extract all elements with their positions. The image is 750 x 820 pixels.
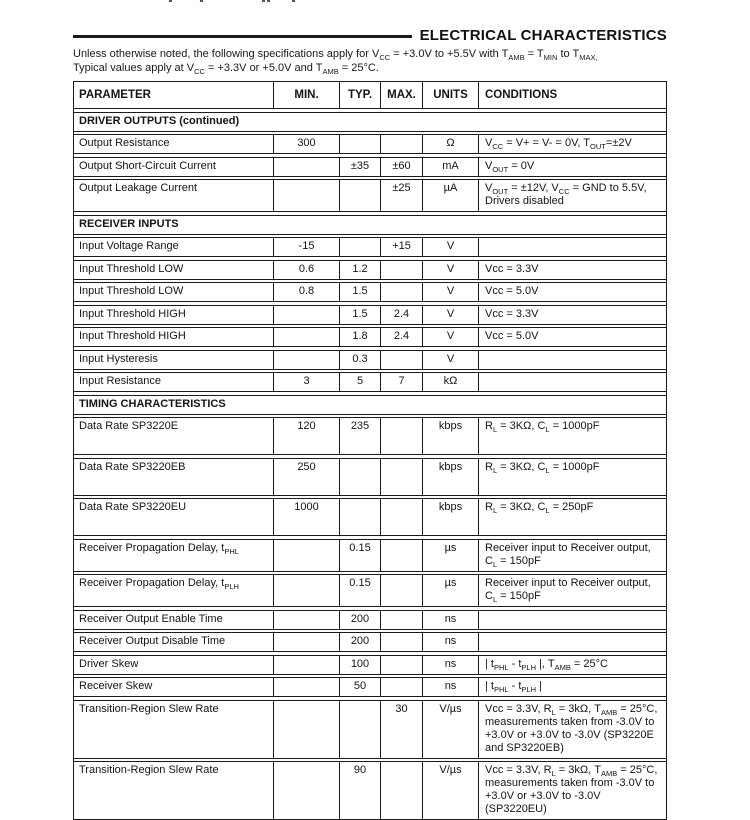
- max-cell: [381, 678, 423, 696]
- section-header-row: [74, 215, 666, 235]
- max-cell: 2.4: [381, 328, 423, 346]
- min-cell: [274, 701, 340, 758]
- table-row: [74, 282, 666, 302]
- conditions-cell: $V_{CC} = V+ = V- = 0V$, $T_{OUT}=\pm 2V$: [485, 137, 632, 152]
- typ-cell: 200: [340, 611, 381, 629]
- parameter-cell: Input Resistance: [74, 373, 274, 391]
- max-cell: 7: [381, 373, 423, 391]
- column-header-units: UNITS: [423, 82, 479, 108]
- typ-cell: 0.15: [340, 575, 381, 606]
- table-row: [74, 179, 666, 212]
- conditions-cell: $R_L = 3K\Omega$, $C_L = 250pF$: [485, 501, 594, 516]
- parameter-cell: Data Rate SP3220EB: [74, 459, 274, 495]
- table-row: [74, 237, 666, 257]
- parameter-cell: Data Rate SP3220E: [74, 418, 274, 454]
- units-cell: Ω: [423, 135, 479, 153]
- max-cell: [381, 762, 423, 819]
- table-row: [74, 260, 666, 280]
- table-row: [74, 574, 666, 607]
- min-cell: 300: [274, 135, 340, 153]
- typ-cell: 235: [340, 418, 381, 454]
- units-cell: ns: [423, 656, 479, 674]
- max-cell: ±25: [381, 180, 423, 211]
- min-cell: [274, 540, 340, 571]
- section-title: RECEIVER INPUTS: [79, 217, 179, 230]
- typ-cell: 100: [340, 656, 381, 674]
- min-cell: [274, 158, 340, 176]
- spec-table: [73, 81, 667, 820]
- table-row: [74, 134, 666, 154]
- min-cell: [274, 575, 340, 606]
- column-header-conditions: CONDITIONS: [485, 88, 558, 101]
- min-cell: [274, 611, 340, 629]
- max-cell: [381, 575, 423, 606]
- min-cell: 0.6: [274, 261, 340, 279]
- units-cell: µs: [423, 540, 479, 571]
- max-cell: [381, 611, 423, 629]
- conditions-cell: | $t_{PHL} - t_{PLH}$ |: [485, 680, 542, 695]
- clipped-text-fragment: [169, 0, 172, 2]
- parameter-cell: Input Threshold HIGH: [74, 306, 274, 324]
- parameter-cell: Receiver Output Disable Time: [74, 633, 274, 651]
- units-cell: ns: [423, 678, 479, 696]
- conditions-cell: Vcc = 5.0V: [485, 285, 539, 297]
- intro-text: [73, 48, 667, 75]
- units-cell: ns: [423, 611, 479, 629]
- parameter-cell: Transition-Region Slew Rate: [74, 701, 274, 758]
- units-cell: V: [423, 238, 479, 256]
- min-cell: 120: [274, 418, 340, 454]
- typ-cell: 90: [340, 762, 381, 819]
- parameter-cell: Input Threshold HIGH: [74, 328, 274, 346]
- units-cell: V: [423, 351, 479, 369]
- section-title: TIMING CHARACTERISTICS: [79, 397, 226, 410]
- parameter-cell: Data Rate SP3220EU: [74, 499, 274, 535]
- max-cell: [381, 135, 423, 153]
- min-cell: [274, 678, 340, 696]
- min-cell: [274, 328, 340, 346]
- min-cell: [274, 656, 340, 674]
- units-cell: V: [423, 283, 479, 301]
- max-cell: 2.4: [381, 306, 423, 324]
- typ-cell: 0.3: [340, 351, 381, 369]
- parameter-cell: Output Resistance: [74, 135, 274, 153]
- table-row: [74, 700, 666, 759]
- max-cell: [381, 418, 423, 454]
- typ-cell: [340, 238, 381, 256]
- column-header-parameter: PARAMETER: [74, 82, 274, 108]
- parameter-cell: Transition-Region Slew Rate: [74, 762, 274, 819]
- units-cell: µs: [423, 575, 479, 606]
- table-row: [74, 655, 666, 675]
- typ-cell: [340, 499, 381, 535]
- conditions-cell: $V_{OUT} = 0V$: [485, 159, 535, 174]
- conditions-cell: $R_L = 3K\Omega$, $C_L = 1000pF$: [485, 460, 600, 475]
- typ-cell: [340, 459, 381, 495]
- min-cell: [274, 180, 340, 211]
- max-cell: +15: [381, 238, 423, 256]
- units-cell: V: [423, 328, 479, 346]
- units-cell: kbps: [423, 499, 479, 535]
- table-row: [74, 157, 666, 177]
- units-cell: kbps: [423, 418, 479, 454]
- section-title: DRIVER OUTPUTS (continued): [79, 114, 240, 127]
- parameter-cell: Output Leakage Current: [74, 180, 274, 211]
- min-cell: [274, 351, 340, 369]
- parameter-cell: Output Short-Circuit Current: [74, 158, 274, 176]
- intro-line-1: Unless otherwise noted, the following specifications apply for $V_{CC} = +3.0V$ to +5.5V with $T_{AMB} = T_{MIN}$ to $T_{MAX,}$: [73, 48, 598, 63]
- conditions-cell: [479, 611, 666, 629]
- conditions-cell: | $t_{PHL} - t_{PLH}$ |, $T_{AMB} = 25^\circ C$: [485, 657, 608, 672]
- max-cell: [381, 283, 423, 301]
- max-cell: [381, 459, 423, 495]
- min-cell: -15: [274, 238, 340, 256]
- clipped-text-fragment: [200, 0, 203, 2]
- clipped-text-fragment: [262, 0, 265, 2]
- table-row: [74, 539, 666, 572]
- parameter-cell: Input Threshold LOW: [74, 283, 274, 301]
- conditions-cell: Vcc = 5.0V: [485, 330, 539, 342]
- conditions-cell: Receiver input to Receiver output, $C_L = 150pF$: [485, 577, 651, 605]
- conditions-cell: Vcc = 3.3V, $R_L = 3k\Omega$, $T_{AMB} = 25^\circ C$, measurements taken from -3.0V to +3.0V or +3.0V to -3.0V (SP3220EU): [485, 764, 658, 815]
- min-cell: 0.8: [274, 283, 340, 301]
- table-row: [74, 372, 666, 392]
- page-title: ELECTRICAL CHARACTERISTICS: [419, 27, 667, 44]
- parameter-cell: Receiver Skew: [74, 678, 274, 696]
- intro-line-2: Typical values apply at $V_{CC} = +3.3V$ or +5.0V and $T_{AMB} = 25^\circ C$.: [73, 61, 379, 76]
- title-rule: [73, 35, 412, 38]
- parameter-cell: Receiver Propagation Delay, $t_{PLH}$: [74, 575, 274, 606]
- conditions-cell: [479, 238, 666, 256]
- datasheet-page: [73, 27, 667, 820]
- conditions-cell: [479, 351, 666, 369]
- min-cell: 1000: [274, 499, 340, 535]
- units-cell: µA: [423, 180, 479, 211]
- max-cell: ±60: [381, 158, 423, 176]
- conditions-cell: Vcc = 3.3V: [485, 307, 539, 320]
- table-header-row: [74, 81, 666, 109]
- typ-cell: [340, 180, 381, 211]
- units-cell: V: [423, 306, 479, 324]
- min-cell: 3: [274, 373, 340, 391]
- table-row: [74, 417, 666, 455]
- section-header-row: [74, 395, 666, 415]
- table-row: [74, 458, 666, 496]
- conditions-cell: Receiver input to Receiver output, $C_L = 150pF$: [485, 541, 651, 569]
- typ-cell: [340, 135, 381, 153]
- section-title-block: [73, 27, 667, 44]
- section-header-row: [74, 112, 666, 132]
- table-row: [74, 327, 666, 347]
- parameter-cell: Input Threshold LOW: [74, 261, 274, 279]
- min-cell: [274, 633, 340, 651]
- typ-cell: 0.15: [340, 540, 381, 571]
- table-row: [74, 305, 666, 325]
- parameter-cell: Receiver Propagation Delay, $t_{PHL}$: [74, 540, 274, 571]
- min-cell: [274, 762, 340, 819]
- parameter-cell: Driver Skew: [74, 656, 274, 674]
- units-cell: kbps: [423, 459, 479, 495]
- column-header-max: MAX.: [381, 82, 423, 108]
- max-cell: [381, 633, 423, 651]
- typ-cell: 1.5: [340, 283, 381, 301]
- table-row: [74, 632, 666, 652]
- max-cell: [381, 656, 423, 674]
- table-row: [74, 761, 666, 820]
- typ-cell: 200: [340, 633, 381, 651]
- max-cell: [381, 499, 423, 535]
- conditions-cell: $V_{OUT} = \pm 12V$, $V_{CC}$ = GND to 5.5V, Drivers disabled: [485, 182, 647, 207]
- conditions-cell: [479, 373, 666, 391]
- conditions-cell: Vcc = 3.3V: [485, 262, 539, 275]
- typ-cell: ±35: [340, 158, 381, 176]
- min-cell: [274, 306, 340, 324]
- clipped-text-fragment: [292, 0, 295, 2]
- units-cell: mA: [423, 158, 479, 176]
- parameter-cell: Input Hysteresis: [74, 351, 274, 369]
- min-cell: 250: [274, 459, 340, 495]
- column-header-typ: TYP.: [340, 82, 381, 108]
- typ-cell: 50: [340, 678, 381, 696]
- parameter-cell: Receiver Output Enable Time: [74, 611, 274, 629]
- max-cell: [381, 540, 423, 571]
- typ-cell: 5: [340, 373, 381, 391]
- units-cell: kΩ: [423, 373, 479, 391]
- typ-cell: [340, 701, 381, 758]
- units-cell: ns: [423, 633, 479, 651]
- clipped-text-fragment: [267, 0, 270, 2]
- units-cell: V/µs: [423, 701, 479, 758]
- table-row: [74, 350, 666, 370]
- table-row: [74, 610, 666, 630]
- conditions-cell: Vcc = 3.3V, $R_L = 3k\Omega$, $T_{AMB} = 25^\circ C$, measurements taken from -3.0V to +3.0V or +3.0V to -3.0V (SP3220E and SP3220EB): [485, 702, 658, 754]
- table-row: [74, 677, 666, 697]
- max-cell: 30: [381, 701, 423, 758]
- typ-cell: 1.2: [340, 261, 381, 279]
- table-row: [74, 498, 666, 536]
- max-cell: [381, 351, 423, 369]
- typ-cell: 1.8: [340, 328, 381, 346]
- column-header-min: MIN.: [274, 82, 340, 108]
- conditions-cell: $R_L = 3K\Omega$, $C_L = 1000pF$: [485, 420, 600, 435]
- typ-cell: 1.5: [340, 306, 381, 324]
- units-cell: V/µs: [423, 762, 479, 819]
- max-cell: [381, 261, 423, 279]
- units-cell: V: [423, 261, 479, 279]
- conditions-cell: [479, 633, 666, 651]
- parameter-cell: Input Voltage Range: [74, 238, 274, 256]
